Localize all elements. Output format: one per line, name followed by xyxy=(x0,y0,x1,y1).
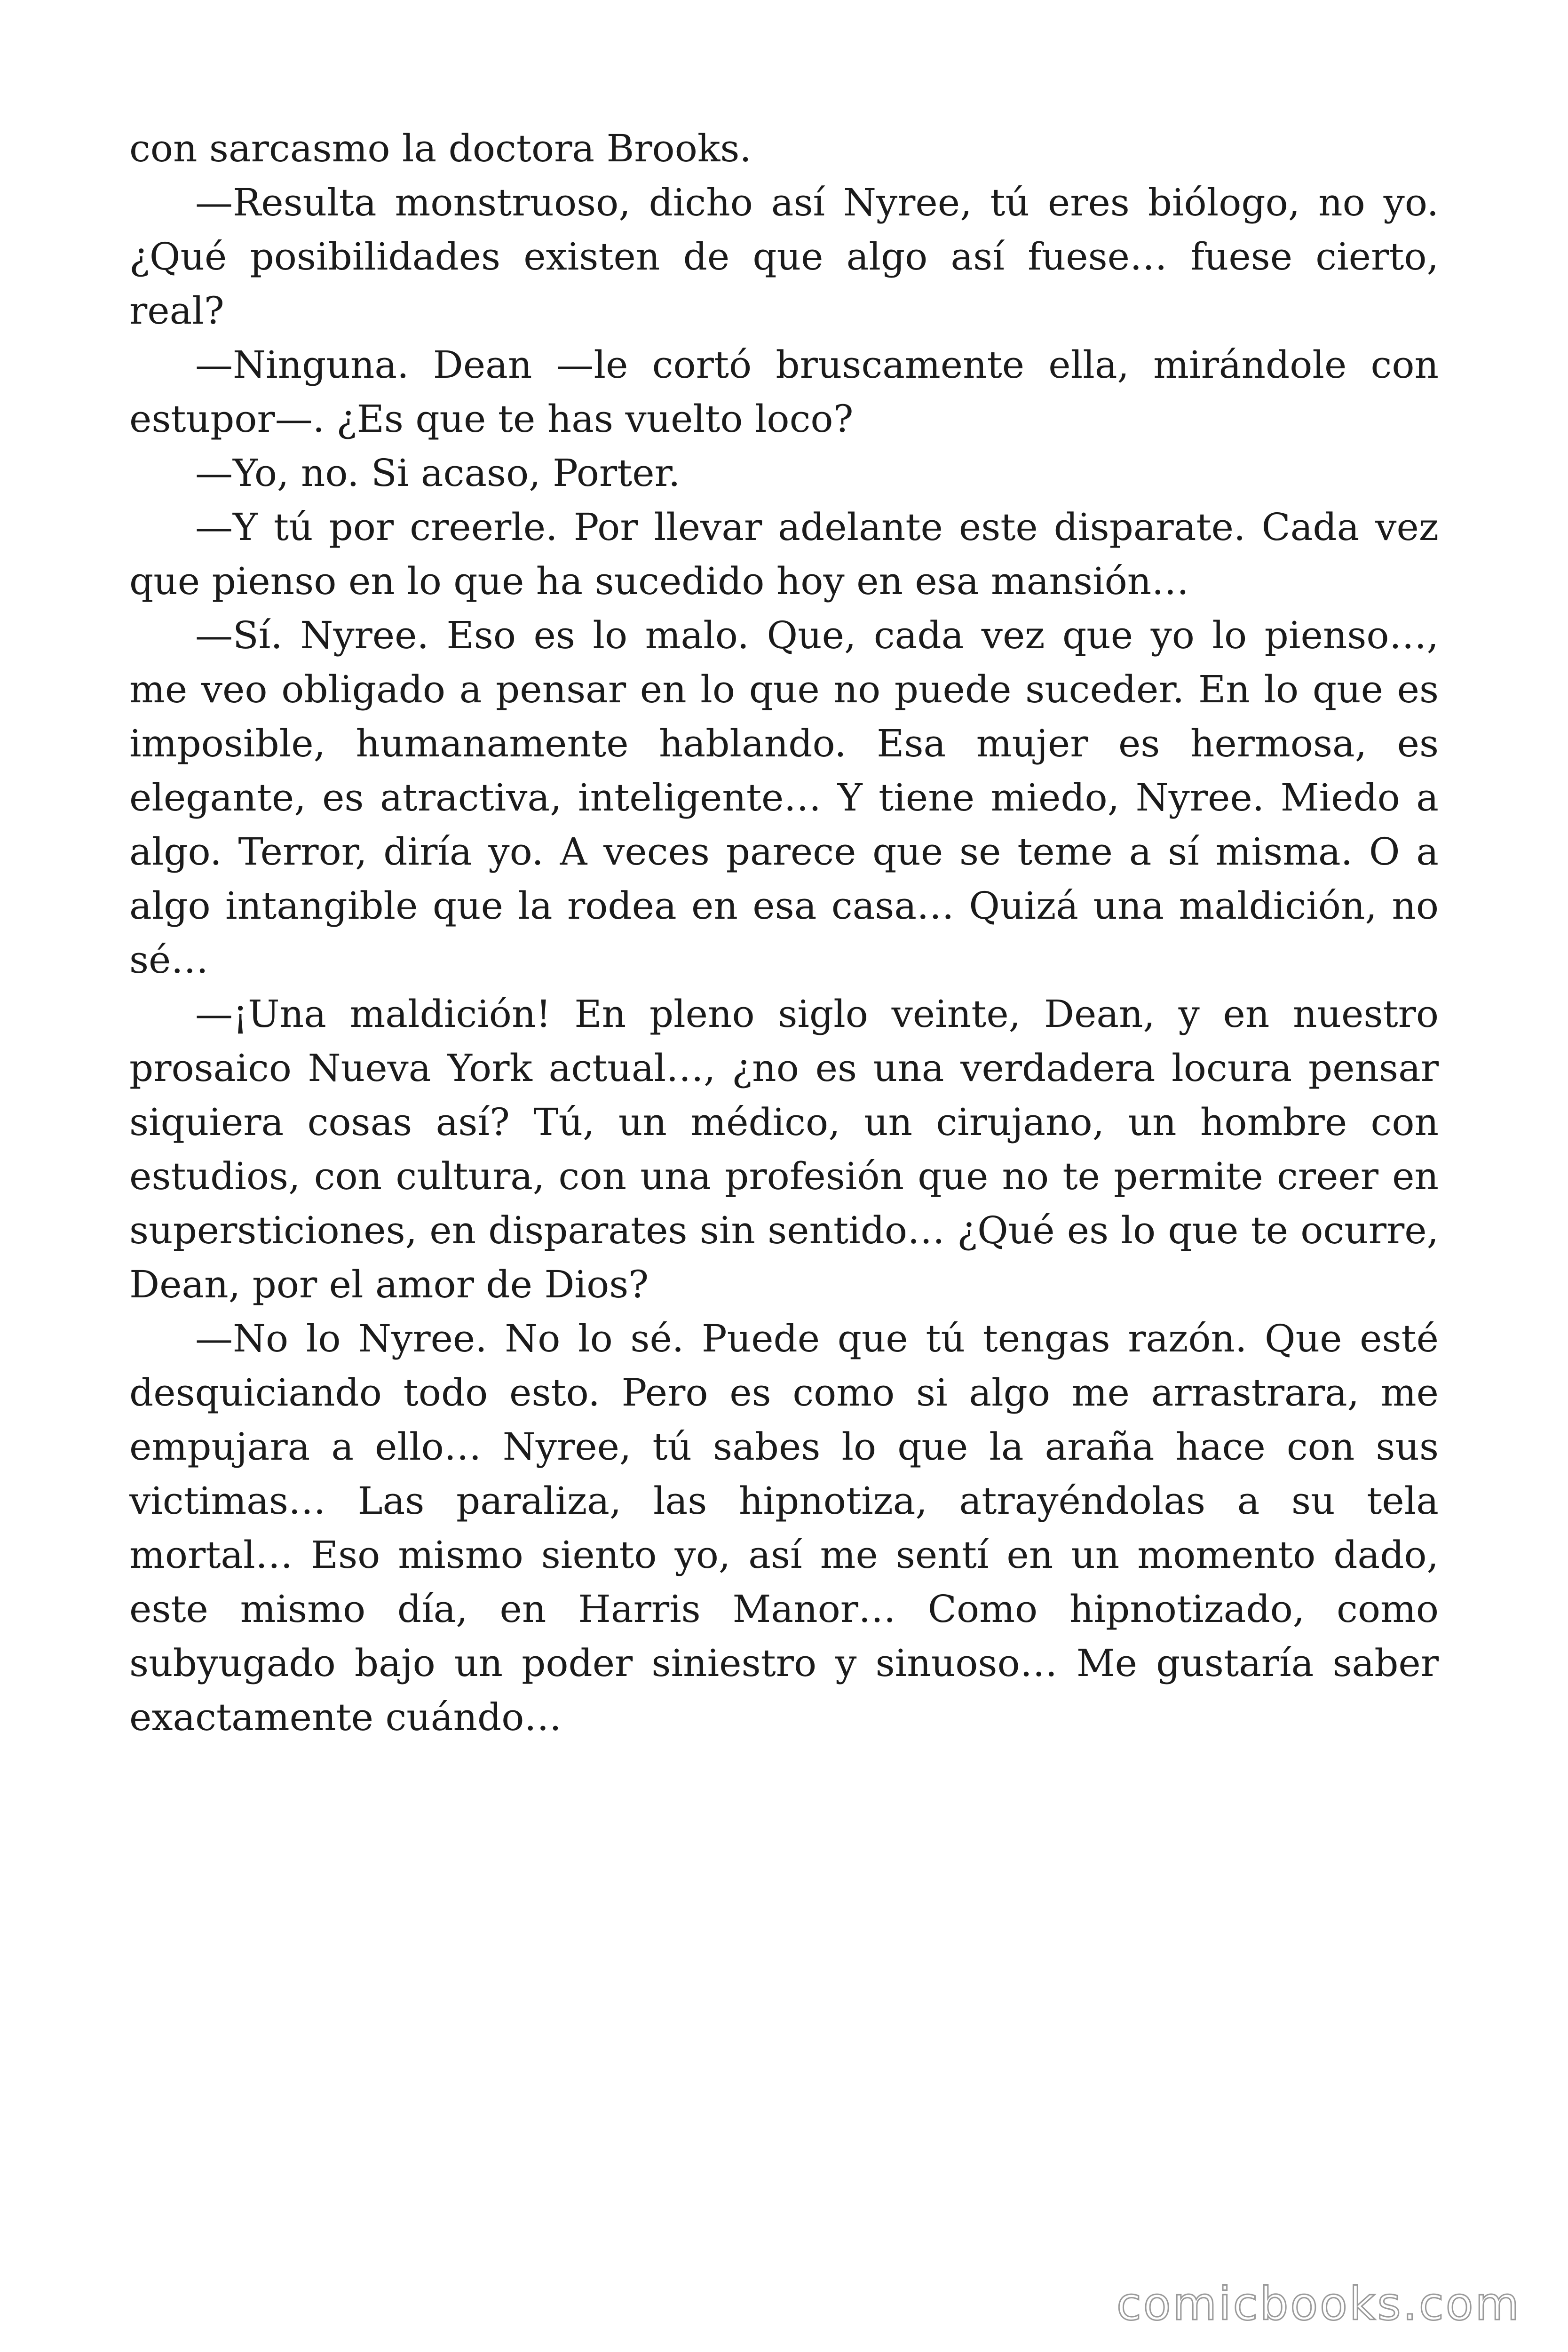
paragraph-dialogue: —Sí. Nyree. Eso es lo malo. Que, cada vez que yo lo pienso…, me veo obligado a pensar en lo que no puede suceder. En lo que es imposible, humanamente hablando. Esa mujer es hermosa, es elegante, es atractiva, inteligente… Y tiene miedo, Nyree. Miedo a algo. Terror, diría yo. A veces parece que se teme a sí misma. O a algo intangible que la rodea en esa casa… Quizá una maldición, no sé… xyxy=(129,613,1439,982)
watermark: comicbooks.com xyxy=(1116,2278,1521,2330)
paragraph-dialogue: —Yo, no. Si acaso, Porter. xyxy=(195,451,681,495)
paragraph-dialogue: —¡Una maldición! En pleno siglo veinte, Dean, y en nuestro prosaico Nueva York actual…, ¿no es una verdadera locura pensar siquiera cosas así? Tú, un médico, un cirujano, un hombre con estudios, con cultura, con una profesión que no te permite creer en supersticiones, en disparates sin sentido… ¿Qué es lo que te ocurre, Dean, por el amor de Dios? xyxy=(129,992,1439,1306)
paragraph-dialogue: —Y tú por creerle. Por llevar adelante este disparate. Cada vez que pienso en lo que ha sucedido hoy en esa mansión… xyxy=(129,505,1439,603)
paragraph-continuation: con sarcasmo la doctora Brooks. xyxy=(129,127,752,170)
paragraph-dialogue: —Resulta monstruoso, dicho así Nyree, tú eres biólogo, no yo. ¿Qué posibilidades existen de que algo así fuese… fuese cierto, real? xyxy=(129,181,1439,333)
paragraph-dialogue: —Ninguna. Dean —le cortó bruscamente ella, mirándole con estupor—. ¿Es que te has vuelto loco? xyxy=(129,343,1439,441)
body-text xyxy=(129,121,1439,1744)
paragraph-dialogue: —No lo Nyree. No lo sé. Puede que tú tengas razón. Que esté desquiciando todo esto. Pero es como si algo me arrastrara, me empujara a ello… Nyree, tú sabes lo que la araña hace con sus victimas… Las paraliza, las hipnotiza, atrayéndolas a su tela mortal… Eso mismo siento yo, así me sentí en un momento dado, este mismo día, en Harris Manor… Como hipnotizado, como subyugado bajo un poder siniestro y sinuoso… Me gustaría saber exactamente cuándo… xyxy=(129,1317,1439,1739)
